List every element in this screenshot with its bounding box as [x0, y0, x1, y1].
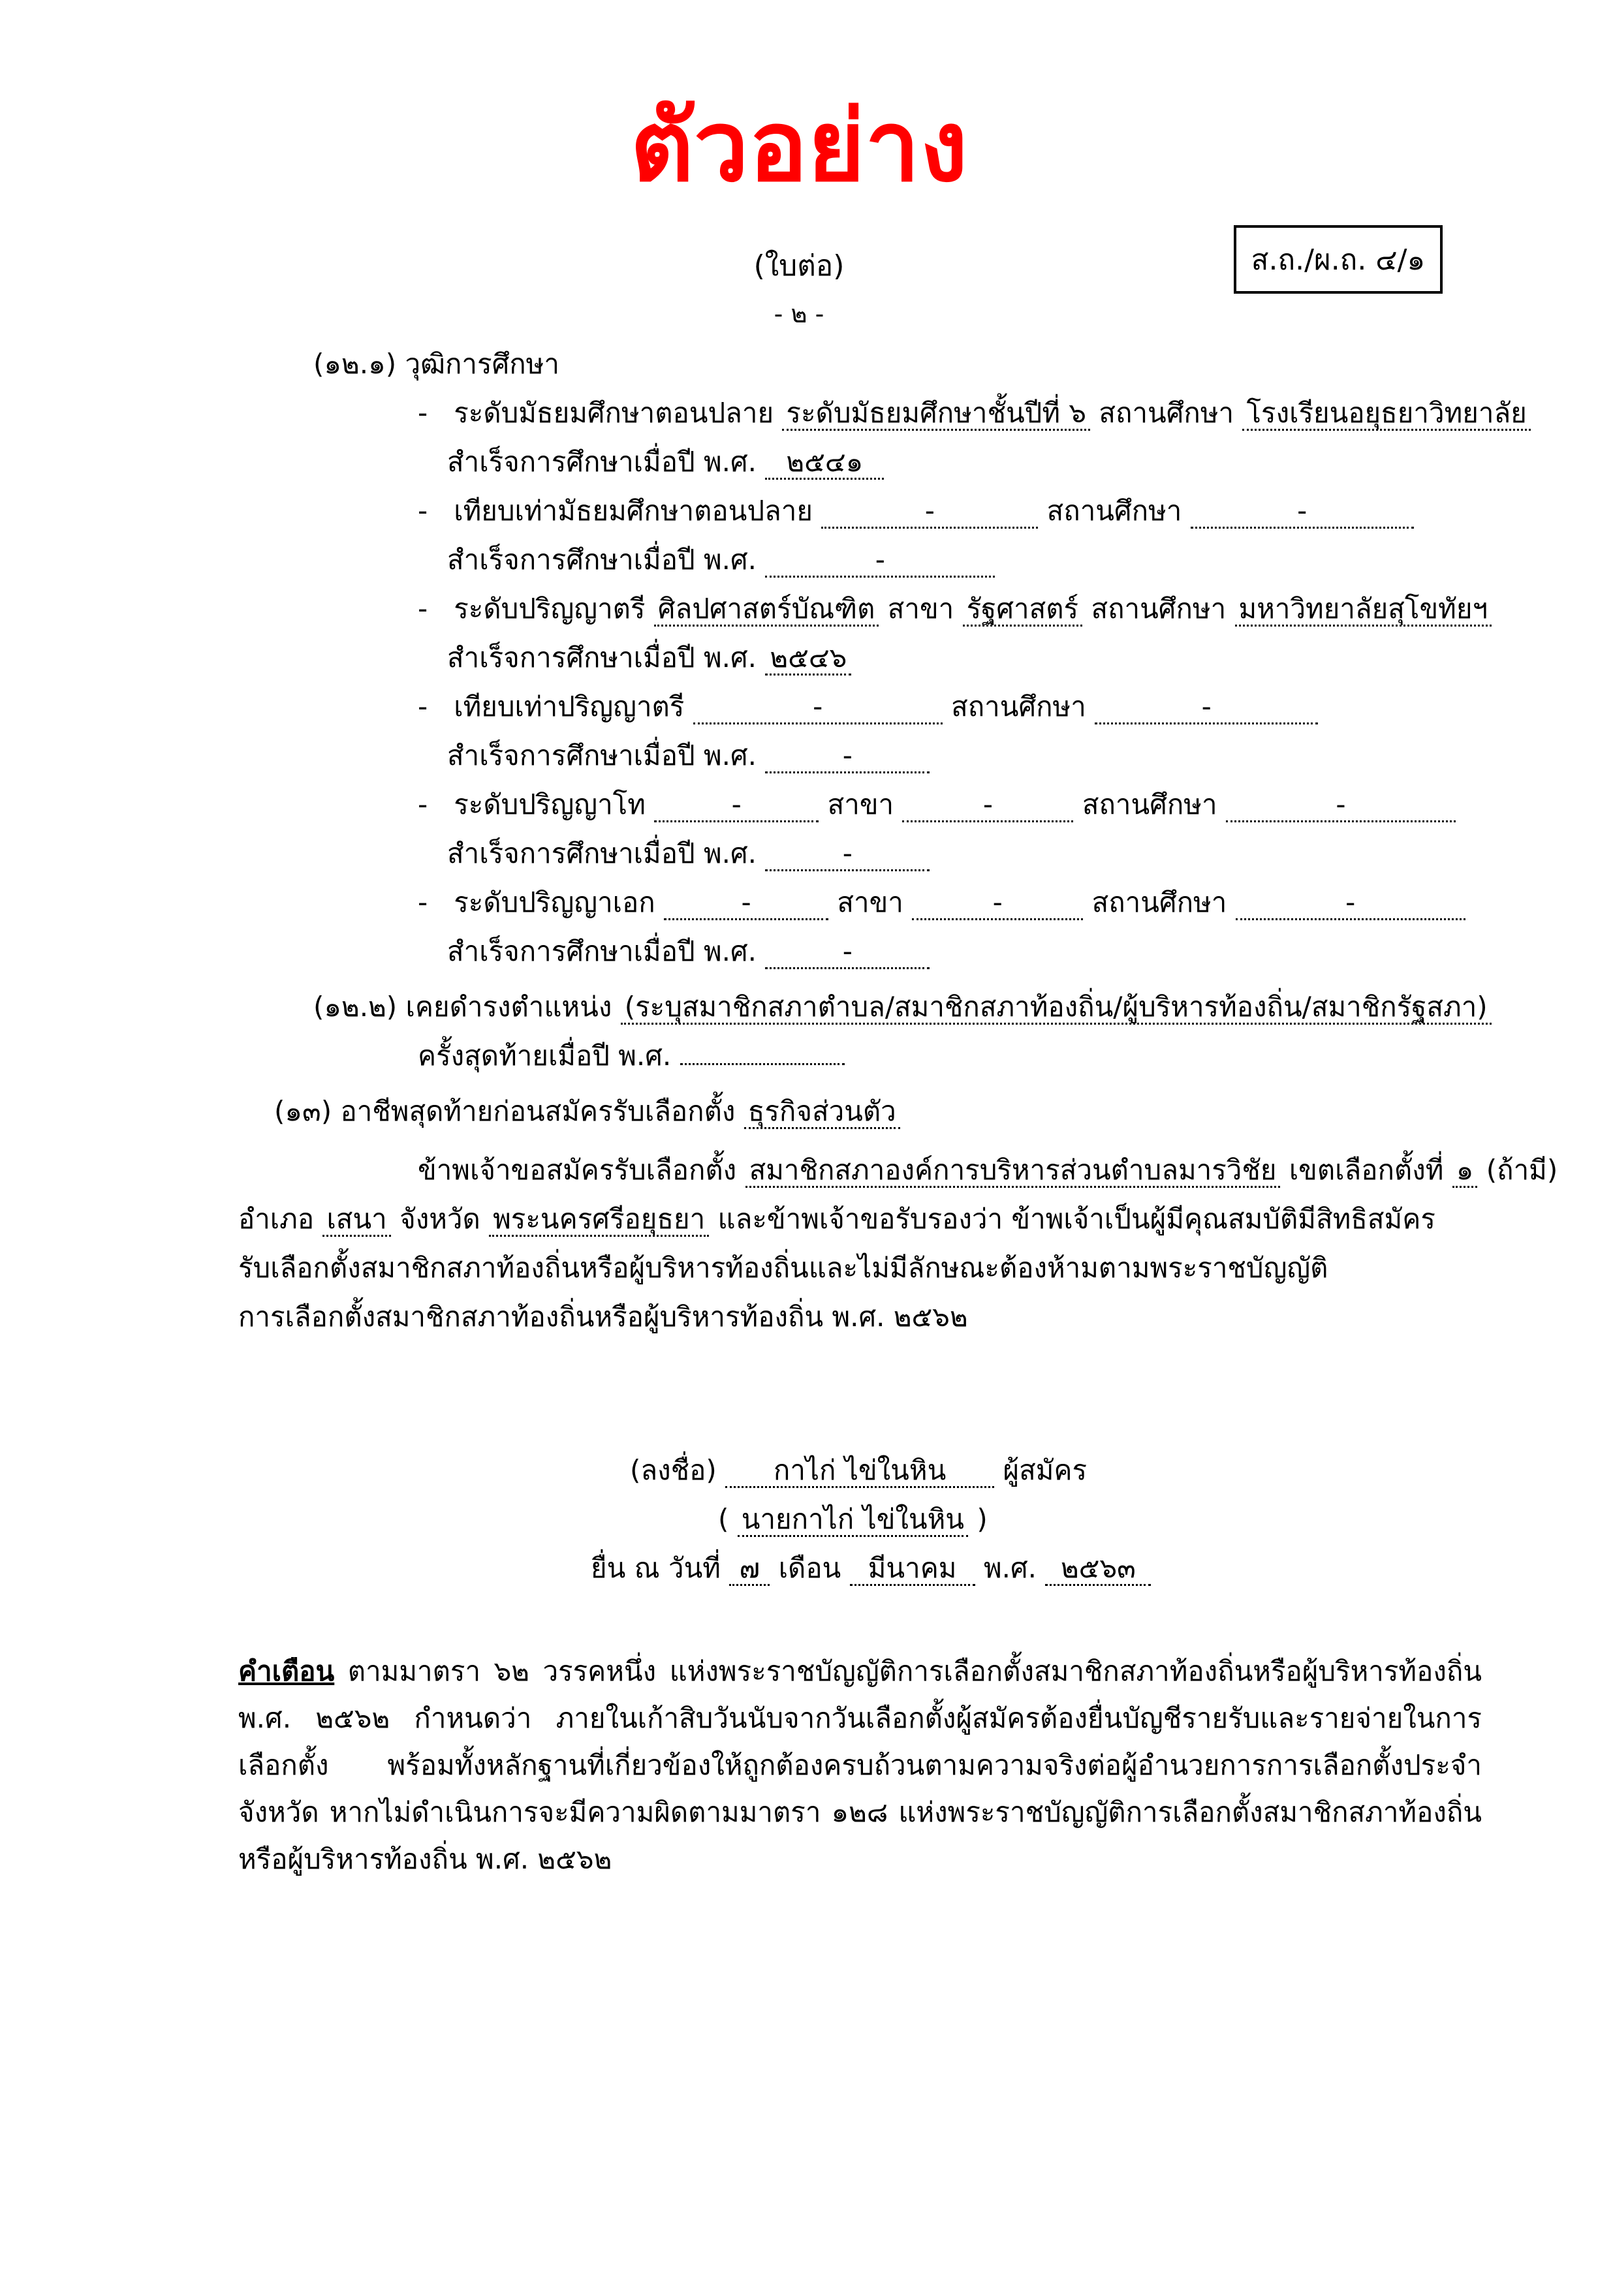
education-row-bachelor-equiv: - เทียบเท่าปริญญาตรี - สถานศึกษา - — [418, 689, 1318, 725]
major-label: สาขา — [827, 788, 894, 820]
year-value: ๒๕๔๖ — [765, 642, 851, 675]
major-label: สาขา — [837, 886, 903, 918]
institution-label: สถานศึกษา — [1046, 495, 1182, 527]
year-label: สำเร็จการศึกษาเมื่อปี พ.ศ. — [447, 446, 757, 478]
education-year-row — [447, 737, 930, 774]
form-code: ส.ถ./ผ.ถ. ๔/๑ — [1251, 243, 1426, 277]
candidate-position-value: สมาชิกสภาองค์การบริหารส่วนตำบลมารวิชัย — [745, 1155, 1281, 1188]
signature-label: (ลงชื่อ) — [630, 1454, 717, 1486]
signature-value: กาไก่ ไข่ในหิน — [725, 1455, 994, 1488]
year-value: - — [765, 740, 930, 773]
declaration-line-3: รับเลือกตั้งสมาชิกสภาท้องถิ่นหรือผู้บริหารท้องถิ่นและไม่มีลักษณะต้องห้ามตามพระราชบัญญัติ — [238, 1252, 1328, 1284]
page-title: ตัวอย่าง — [630, 90, 968, 204]
signer-name: นายกาไก่ ไข่ในหิน — [738, 1504, 968, 1537]
education-year-row — [447, 933, 930, 970]
education-year-row — [447, 542, 995, 578]
major-label: สาขา — [887, 593, 954, 625]
education-value: - — [654, 789, 819, 822]
institution-label: สถานศึกษา — [1099, 397, 1234, 429]
education-label: ระดับปริญญาเอก — [454, 886, 655, 918]
position-last-label: ครั้งสุดท้ายเมื่อปี พ.ศ. — [418, 1040, 672, 1072]
date-year: ๒๕๖๓ — [1045, 1553, 1151, 1586]
education-heading: (๑๒.๑) วุฒิการศึกษา — [313, 348, 559, 380]
warning-text: ตามมาตรา ๖๒ วรรคหนึ่ง แห่งพระราชบัญญัติการเลือกตั้งสมาชิกสภาท้องถิ่นหรือผู้บริหารท้องถิ่น พ.ศ. ๒๕๖๒ กำหนดว่า ภายในเก้าสิบวันนับจากวันเลือกตั้งผู้สมัครต้องยื่นบัญชีรายรับและรายจ่ายในการเลือกตั้ง พร้อมทั้งหลักฐานที่เกี่ยวข้องให้ถูกต้องครบถ้วนตามความจริงต่อผู้อำนวยการการเลือกตั้งประจำจังหวัด หากไม่ดำเนินการจะมีความผิดตามมาตรา ๑๒๘ แห่งพระราชบัญญัติการเลือกตั้งสมาชิกสภาท้องถิ่นหรือผู้บริหารท้องถิ่น พ.ศ. ๒๕๖๒ — [238, 1655, 1482, 1875]
education-year-row — [447, 444, 884, 480]
occupation-label: (๑๓) อาชีพสุดท้ายก่อนสมัครรับเลือกตั้ง — [274, 1095, 736, 1127]
year-value: - — [765, 838, 930, 871]
education-row-bachelor: - ระดับปริญญาตรี ศิลปศาสตร์บัณฑิต สาขา รัฐศาสตร์ สถานศึกษา มหาวิทยาลัยสุโขทัยฯ — [418, 591, 1492, 627]
education-label: เทียบเท่ามัธยมศึกษาตอนปลาย — [454, 495, 813, 527]
institution-value: - — [1236, 887, 1465, 920]
year-label: สำเร็จการศึกษาเมื่อปี พ.ศ. — [447, 837, 757, 869]
position-label: (๑๒.๒) เคยดำรงตำแหน่ง — [313, 991, 612, 1023]
education-row-secondary: - ระดับมัธยมศึกษาตอนปลาย ระดับมัธยมศึกษาชั้นปีที่ ๖ สถานศึกษา โรงเรียนอยุธยาวิทยาลัย — [418, 395, 1531, 431]
year-label: สำเร็จการศึกษาเมื่อปี พ.ศ. — [447, 935, 757, 967]
education-year-row — [447, 640, 851, 676]
education-row-master: - ระดับปริญญาโท - สาขา - สถานศึกษา - — [418, 786, 1456, 823]
province-value: พระนครศรีอยุธยา — [489, 1203, 709, 1237]
year-label: สำเร็จการศึกษาเมื่อปี พ.ศ. — [447, 739, 757, 771]
education-label: ระดับปริญญาตรี — [454, 593, 646, 625]
signature-role: ผู้สมัคร — [1003, 1454, 1088, 1486]
position-row — [313, 989, 1492, 1025]
institution-value: - — [1191, 495, 1414, 529]
warning-label: คำเตือน — [238, 1655, 335, 1687]
institution-label: สถานศึกษา — [951, 690, 1086, 722]
declaration-line-1: ข้าพเจ้าขอสมัครรับเลือกตั้ง สมาชิกสภาองค์การบริหารส่วนตำบลมารวิชัย เขตเลือกตั้งที่ ๑ (ถ้ามี) — [418, 1152, 1558, 1188]
education-label: ระดับมัธยมศึกษาตอนปลาย — [454, 397, 774, 429]
amphoe-value: เสนา — [322, 1203, 390, 1237]
continuation-label: (ใบต่อ) — [753, 249, 845, 283]
education-year-row — [447, 835, 930, 872]
occupation-value: ธุรกิจส่วนตัว — [744, 1096, 900, 1129]
position-last-value — [680, 1063, 845, 1065]
warning-paragraph — [238, 1648, 1482, 1883]
year-value: - — [765, 544, 995, 578]
year-label: สำเร็จการศึกษาเมื่อปี พ.ศ. — [447, 642, 757, 674]
year-value: - — [765, 936, 930, 969]
education-row-doctorate: - ระดับปริญญาเอก - สาขา - สถานศึกษา - — [418, 884, 1465, 921]
date-day: ๗ — [729, 1553, 770, 1586]
education-value: - — [821, 495, 1038, 529]
institution-value: มหาวิทยาลัยสุโขทัยฯ — [1235, 593, 1492, 627]
education-value: - — [693, 691, 943, 724]
institution-label: สถานศึกษา — [1091, 886, 1227, 918]
major-value: รัฐศาสตร์ — [963, 593, 1082, 627]
education-value: ศิลปศาสตร์บัณฑิต — [654, 593, 879, 627]
institution-value: โรงเรียนอยุธยาวิทยาลัย — [1242, 397, 1530, 431]
major-value: - — [912, 887, 1083, 920]
education-value: ระดับมัธยมศึกษาชั้นปีที่ ๖ — [782, 397, 1090, 431]
date-month: มีนาคม — [850, 1553, 975, 1586]
education-label: เทียบเท่าปริญญาตรี — [454, 690, 685, 722]
declaration-line-2: อำเภอ เสนา จังหวัด พระนครศรีอยุธยา และข้าพเจ้าขอรับรองว่า ข้าพเจ้าเป็นผู้มีคุณสมบัติมีสิทธิสมัคร — [238, 1201, 1435, 1237]
year-label: สำเร็จการศึกษาเมื่อปี พ.ศ. — [447, 544, 757, 576]
occupation-row — [274, 1093, 900, 1130]
signature-row — [630, 1452, 1087, 1489]
district-value: ๑ — [1452, 1155, 1478, 1188]
institution-label: สถานศึกษา — [1082, 788, 1217, 820]
position-last-row — [418, 1038, 845, 1074]
page-number: - ๒ - — [774, 300, 824, 328]
year-value: ๒๕๔๑ — [765, 446, 884, 480]
position-value: (ระบุสมาชิกสภาตำบล/สมาชิกสภาท้องถิ่น/ผู้บริหารท้องถิ่น/สมาชิกรัฐสภา) — [621, 991, 1492, 1025]
education-label: ระดับปริญญาโท — [454, 788, 646, 820]
institution-label: สถานศึกษา — [1091, 593, 1227, 625]
signer-name-row: ( นายกาไก่ ไข่ในหิน ) — [718, 1501, 988, 1538]
institution-value: - — [1226, 789, 1456, 822]
declaration-line-4: การเลือกตั้งสมาชิกสภาท้องถิ่นหรือผู้บริหารท้องถิ่น พ.ศ. ๒๕๖๒ — [238, 1301, 968, 1333]
major-value: - — [902, 789, 1073, 822]
submission-date-row: ยื่น ณ วันที่ ๗ เดือน มีนาคม พ.ศ. ๒๕๖๓ — [591, 1550, 1151, 1587]
education-value: - — [664, 887, 828, 920]
institution-value: - — [1095, 691, 1318, 724]
education-row-secondary-equiv: - เทียบเท่ามัธยมศึกษาตอนปลาย - สถานศึกษา - — [418, 493, 1414, 529]
